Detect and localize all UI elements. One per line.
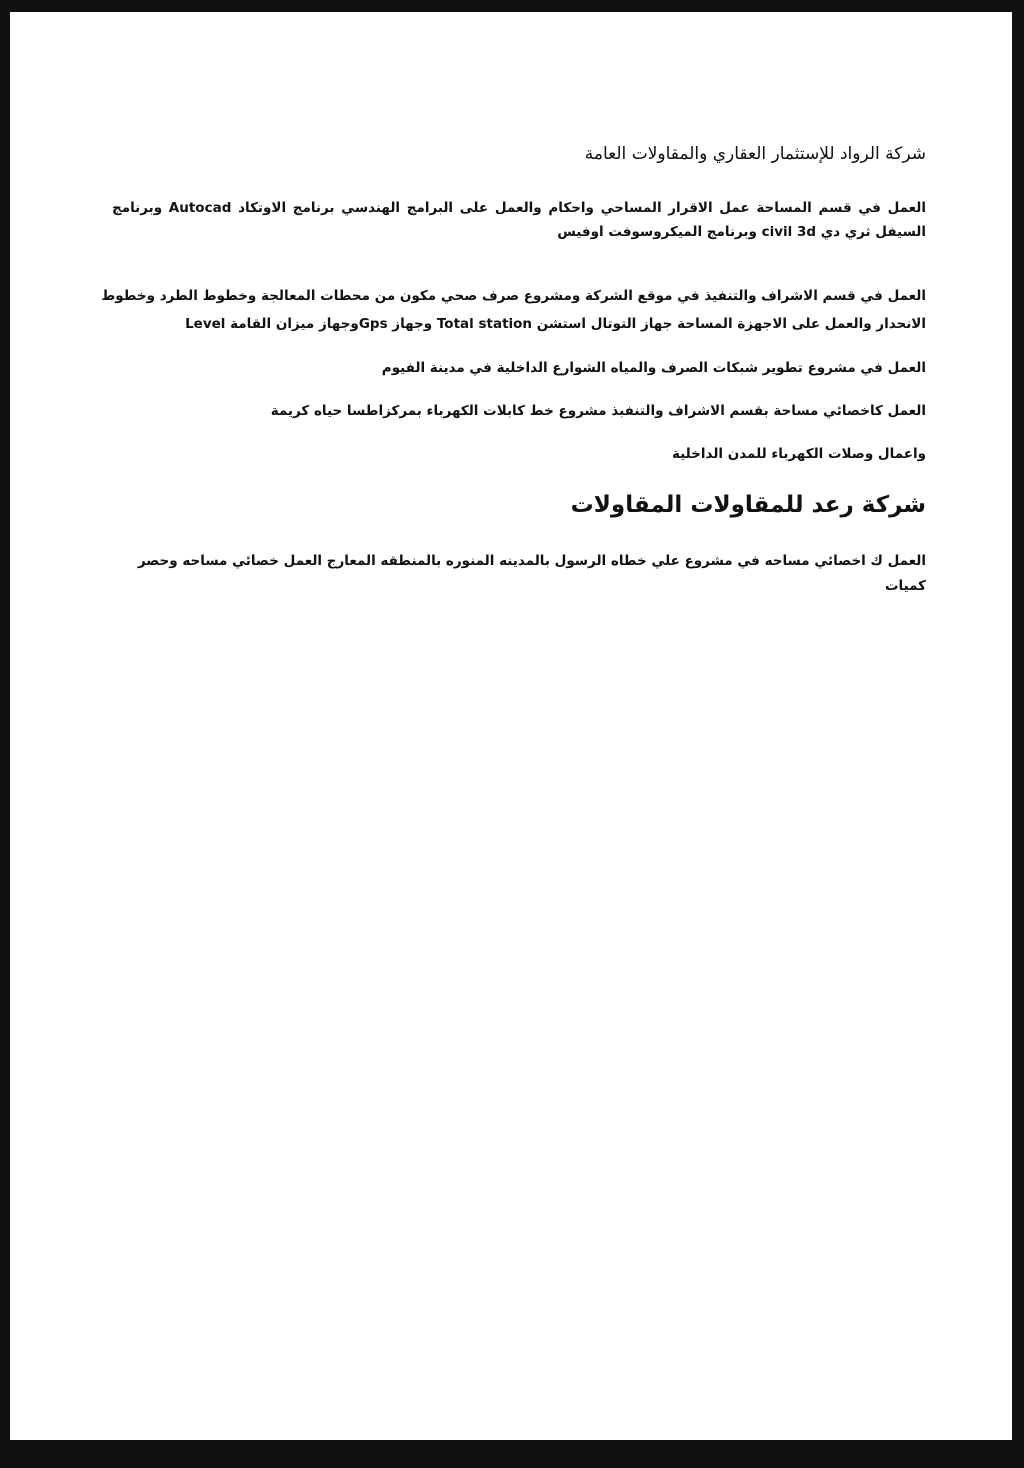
paragraph-line: العمل كاخصائي مساحة بقسم الاشراف والتنفبذ مشروع خط كابلات الكهرباء بمركزاطسا حياه كريمة <box>270 403 926 419</box>
paragraph-line: العمل في مشروع تطوير شبكات الصرف والمياه الشوارع الداخلية في مدينة الفيوم <box>381 360 926 376</box>
paragraph-line: الانحدار والعمل على الاجهزة المساحة جهاز التوتال استشن Total station وجهاز Gpsوجهاز ميزان القامة Level <box>185 316 926 332</box>
company-title-raad: شركة رعد للمقاولات المقاولات <box>570 492 926 518</box>
company-title-alrowad: شركة الرواد للإستثمار العقاري والمقاولات العامة <box>584 144 926 164</box>
paragraph-line: كميات <box>884 578 926 594</box>
paragraph-line: العمل في قسم الاشراف والتنفيذ في موقع الشركة ومشروع صرف صحي مكون من محطات المعالجة وخطوط الطرد وخطوط <box>101 288 926 304</box>
paragraph-line: السيفل ثري دي civil 3d وبرنامج الميكروسوفت اوفيس <box>557 224 926 240</box>
paragraph-line: العمل ك اخصائي مساحه في مشروع علي خطاه الرسول بالمدينه المنوره بالمنطقه المعارج العمل خصائي مساحه وحصر <box>137 553 926 569</box>
paragraph-line: العمل في قسم المساحة عمل الاقرار المساحي واحكام والعمل على البرامج الهندسي برنامج الاوتكاد Autocad وبرنامج <box>112 200 926 216</box>
paragraph-line: واعمال وصلات الكهرباء للمدن الداخلية <box>671 446 926 462</box>
